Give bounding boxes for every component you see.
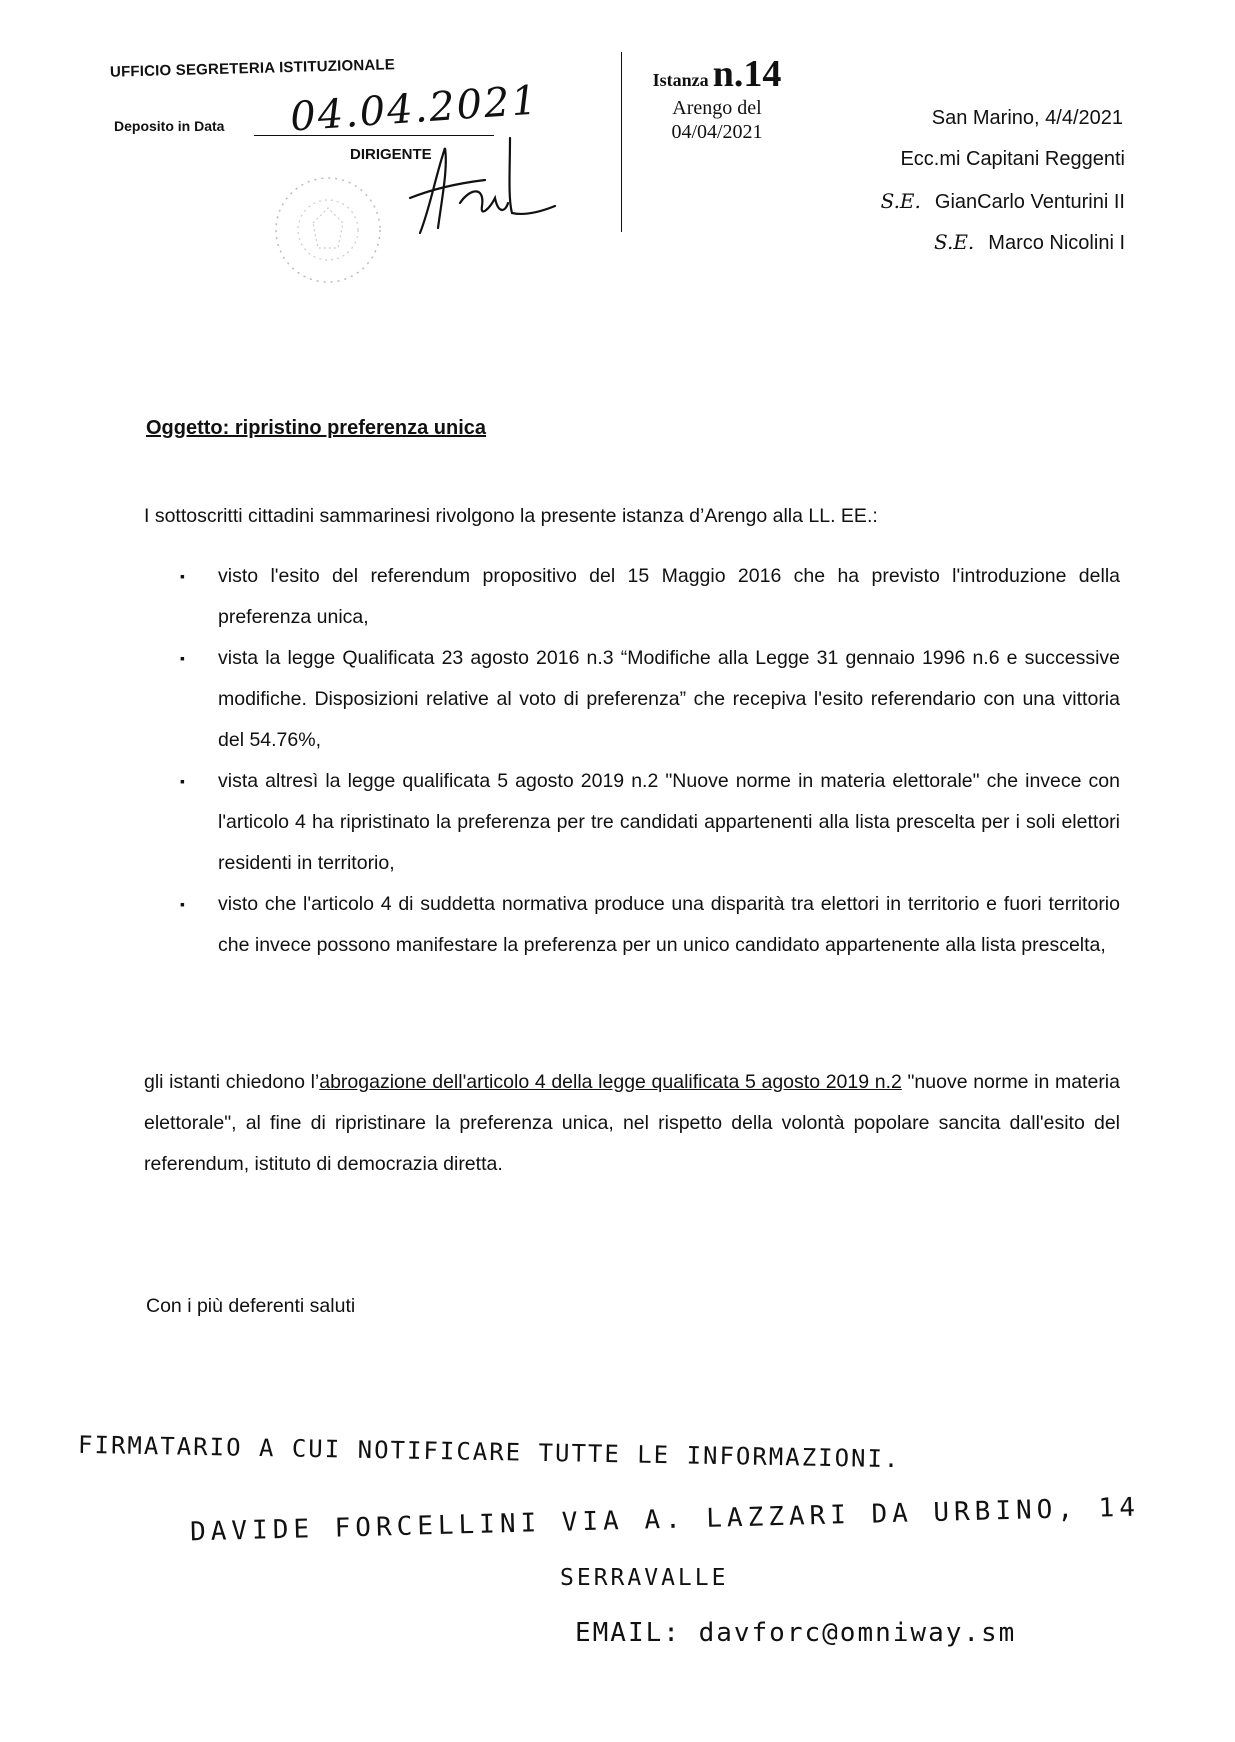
- closing-greeting: Con i più deferenti saluti: [146, 1295, 356, 1317]
- excellency-prefix: S.E.: [933, 230, 975, 254]
- handwritten-name-address: DAVIDE FORCELLINI VIA A. LAZZARI DA URBINO, 14: [189, 1492, 1141, 1548]
- recipient-title: Ecc.mi Capitani Reggenti: [900, 148, 1125, 170]
- istanza-box: [632, 52, 802, 144]
- request-text-underlined: abrogazione dell'articolo 4 della legge qualificata 5 agosto 2019 n.2: [319, 1071, 902, 1093]
- list-item: ▪ vista la legge Qualificata 23 agosto 2016 n.3 “Modifiche alla Legge 31 gennaio 1996 n.6 e successive modifiche. Disposizioni relative al voto di preferenza” che recepiva l'esito referendario con una vittoria del 54.76%,: [180, 638, 1120, 761]
- office-stamp-title: UFFICIO SEGRETERIA ISTITUZIONALE: [109, 56, 396, 81]
- excellency-prefix: S.E.: [880, 189, 921, 213]
- deposit-date-label: Deposito in Data: [114, 118, 225, 134]
- arengo-date: 04/04/2021: [671, 121, 763, 143]
- dirigente-signature: [390, 128, 570, 248]
- considerations-list: [180, 556, 1120, 966]
- request-paragraph: [144, 1062, 1120, 1185]
- request-text-end: "nuove norme in materia elettorale", al fine di ripristinare la preferenza unica, nel rispetto della volontà popolare sancita dall'esito del referendum, istituto di democrazia diretta.: [144, 1071, 1120, 1175]
- arengo-label: Arengo del: [672, 97, 762, 119]
- dirigente-label: DIRIGENTE: [350, 146, 432, 163]
- recipient-regent-1: [881, 189, 1125, 214]
- request-text-start: gli istanti chiedono l’: [144, 1071, 320, 1093]
- istanza-label: Istanza: [652, 70, 709, 90]
- subject-line: Oggetto: ripristino preferenza unica: [146, 417, 487, 439]
- list-item: ▪ visto che l'articolo 4 di suddetta normativa produce una disparità tra elettori in territorio e fuori territorio che invece possono manifestare la preferenza per un unico candidato appartenente alla lista prescelta,: [180, 884, 1120, 966]
- list-item: ▪ vista altresì la legge qualificata 5 agosto 2019 n.2 "Nuove norme in materia elettorale" che invece con l'articolo 4 ha ripristinato la preferenza per tre candidati appartenenti alla lista prescelta per i soli elettori residenti in territorio,: [180, 761, 1120, 884]
- deposit-date-handwritten: 04.04.2021: [288, 77, 541, 141]
- header-divider: [621, 52, 622, 232]
- handwritten-email: EMAIL: davforc@omniway.sm: [575, 1618, 1017, 1648]
- handwritten-note-signatory: FIRMATARIO A CUI NOTIFICARE TUTTE LE INFORMAZIONI.: [77, 1430, 901, 1474]
- regent-name: Marco Nicolini I: [988, 232, 1125, 254]
- official-seal: [258, 168, 398, 298]
- intro-paragraph: I sottoscritti cittadini sammarinesi rivolgono la presente istanza d’Arengo alla LL. EE.:: [144, 505, 878, 527]
- istanza-number: n.14: [712, 53, 782, 95]
- recipient-regent-2: [934, 230, 1125, 255]
- place-date: San Marino, 4/4/2021: [931, 107, 1123, 129]
- handwritten-town: SERRAVALLE: [560, 1565, 729, 1591]
- list-item: ▪ visto l'esito del referendum propositivo del 15 Maggio 2016 che ha previsto l'introduzione della preferenza unica,: [180, 556, 1120, 638]
- regent-name: GianCarlo Venturini II: [934, 191, 1125, 213]
